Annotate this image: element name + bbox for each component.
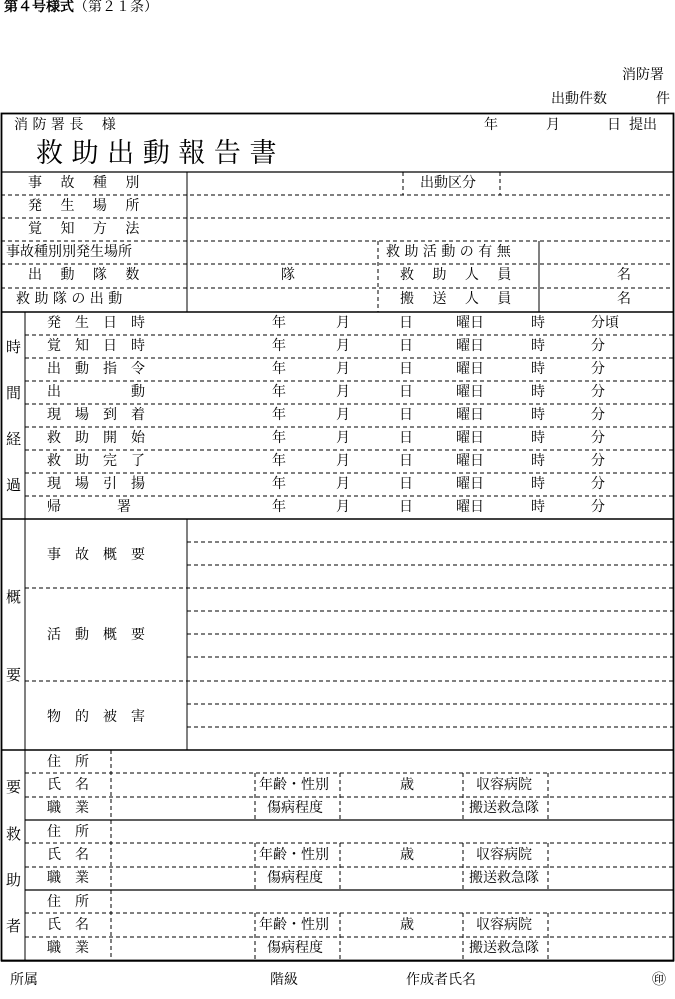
time-row-weekday-unit: 曜日 — [456, 338, 484, 354]
form-id: 第４号様式 — [4, 0, 74, 15]
rescued-injury-level-label: 傷病程度 — [267, 800, 323, 816]
time-row-hour-unit: 時 — [531, 315, 545, 331]
time-row-day-unit: 日 — [399, 476, 413, 492]
page-title: 救 助 出 動 報 告 書 — [36, 138, 277, 169]
units-count-suffix: 隊 — [281, 267, 295, 283]
recipient-office: 消防署 — [622, 67, 664, 83]
accident-type-label: 事 故 種 別 — [28, 175, 140, 191]
incident-summary-label: 事 故 概 要 — [47, 547, 145, 563]
summary-side-char-2: 要 — [6, 666, 22, 684]
time-row-year-unit: 年 — [272, 499, 286, 515]
time-row-year-unit: 年 — [272, 453, 286, 469]
submit-year: 年 — [484, 117, 498, 133]
location-by-type-label: 事故種別別発生場所 — [6, 244, 132, 260]
rescued-address-label: 住 所 — [47, 894, 89, 910]
time-row-year-unit: 年 — [272, 315, 286, 331]
transported-people-unit: 名 — [617, 291, 631, 307]
rescued-ambulance-team-label: 搬送救急隊 — [469, 800, 539, 816]
activity-summary-label: 活 動 概 要 — [47, 627, 145, 643]
time-row-month-unit: 月 — [336, 384, 350, 400]
time-row-day-unit: 日 — [399, 453, 413, 469]
rescued-address-label: 住 所 — [47, 824, 89, 840]
rescued-age-unit: 歳 — [400, 777, 414, 793]
time-row-weekday-unit: 曜日 — [456, 476, 484, 492]
footer-affiliation: 所属 — [10, 972, 38, 988]
time-row-label: 救 助 開 始 — [47, 430, 145, 446]
time-row-hour-unit: 時 — [531, 430, 545, 446]
submit-label: 提出 — [629, 117, 657, 133]
time-row-month-unit: 月 — [336, 315, 350, 331]
rescued-name-label: 氏 名 — [47, 847, 89, 863]
time-row-month-unit: 月 — [336, 361, 350, 377]
time-row-day-unit: 日 — [399, 407, 413, 423]
time-side-char-3: 経 — [6, 430, 22, 448]
rescued-name-label: 氏 名 — [47, 917, 89, 933]
property-damage-label: 物 的 被 害 — [47, 709, 145, 725]
addressee: 消 防 署 長 様 — [14, 117, 116, 133]
time-row-label: 覚 知 日 時 — [47, 338, 145, 354]
rescue-activity-label: 救 助 活 動 の 有 無 — [386, 244, 511, 260]
time-row-day-unit: 日 — [399, 499, 413, 515]
units-count-label: 出 動 隊 数 — [28, 267, 140, 283]
time-side-char-4: 過 — [6, 476, 22, 494]
rescued-side-char-2: 救 — [6, 825, 22, 843]
time-row-hour-unit: 時 — [531, 338, 545, 354]
rescued-hospital-label: 収容病院 — [476, 917, 532, 933]
rescued-side-char-4: 者 — [6, 917, 22, 935]
time-row-label: 現 場 到 着 — [47, 407, 145, 423]
time-row-minute-unit: 分 — [591, 384, 605, 400]
time-row-label: 救 助 完 了 — [47, 453, 145, 469]
time-row-day-unit: 日 — [399, 315, 413, 331]
time-row-weekday-unit: 曜日 — [456, 430, 484, 446]
rescued-age-sex-label: 年齢・性別 — [259, 917, 329, 933]
time-row-hour-unit: 時 — [531, 361, 545, 377]
time-row-weekday-unit: 曜日 — [456, 499, 484, 515]
transported-people-label: 搬 送 人 員 — [400, 291, 512, 307]
time-row-year-unit: 年 — [272, 384, 286, 400]
dispatch-count-unit: 件 — [656, 91, 670, 107]
time-row-minute-unit: 分 — [591, 407, 605, 423]
time-row-year-unit: 年 — [272, 361, 286, 377]
time-row-label: 帰 署 — [47, 499, 131, 515]
time-row-minute-unit: 分頃 — [591, 315, 619, 331]
rescued-injury-level-label: 傷病程度 — [267, 870, 323, 886]
time-row-minute-unit: 分 — [591, 430, 605, 446]
rescued-injury-level-label: 傷病程度 — [267, 940, 323, 956]
time-row-month-unit: 月 — [336, 430, 350, 446]
time-row-weekday-unit: 曜日 — [456, 453, 484, 469]
rescued-age-unit: 歳 — [400, 917, 414, 933]
rescued-people-unit: 名 — [617, 267, 631, 283]
rescue-dispatch-label: 救 助 隊 の 出 動 — [16, 291, 123, 307]
time-row-label: 出 動 — [47, 384, 145, 400]
time-side-char-2: 間 — [6, 384, 22, 402]
time-row-year-unit: 年 — [272, 476, 286, 492]
rescued-age-sex-label: 年齢・性別 — [259, 777, 329, 793]
time-row-hour-unit: 時 — [531, 407, 545, 423]
submit-day: 日 — [607, 117, 621, 133]
rescued-name-label: 氏 名 — [47, 777, 89, 793]
time-side-char-1: 時 — [6, 338, 22, 356]
time-row-label: 現 場 引 揚 — [47, 476, 145, 492]
summary-side-char-1: 概 — [6, 588, 22, 606]
time-row-year-unit: 年 — [272, 430, 286, 446]
rescued-age-unit: 歳 — [400, 847, 414, 863]
footer-rank: 階級 — [270, 972, 298, 988]
time-row-label: 出 動 指 令 — [47, 361, 145, 377]
time-row-month-unit: 月 — [336, 453, 350, 469]
rescued-occupation-label: 職 業 — [47, 940, 89, 956]
rescued-side-char-1: 要 — [6, 778, 22, 796]
time-row-hour-unit: 時 — [531, 476, 545, 492]
awareness-label: 覚 知 方 法 — [28, 221, 140, 237]
time-row-day-unit: 日 — [399, 361, 413, 377]
footer-seal: ㊞ — [652, 972, 666, 988]
time-row-label: 発 生 日 時 — [47, 315, 145, 331]
time-row-day-unit: 日 — [399, 430, 413, 446]
dispatch-class-label: 出動区分 — [420, 175, 476, 191]
rescued-occupation-label: 職 業 — [47, 870, 89, 886]
rescued-occupation-label: 職 業 — [47, 800, 89, 816]
time-row-month-unit: 月 — [336, 338, 350, 354]
time-row-minute-unit: 分 — [591, 499, 605, 515]
time-row-year-unit: 年 — [272, 407, 286, 423]
rescued-age-sex-label: 年齢・性別 — [259, 847, 329, 863]
time-row-weekday-unit: 曜日 — [456, 384, 484, 400]
time-row-minute-unit: 分 — [591, 476, 605, 492]
time-row-day-unit: 日 — [399, 384, 413, 400]
form-reference: （第２１条） — [74, 0, 158, 15]
time-row-hour-unit: 時 — [531, 453, 545, 469]
rescued-side-char-3: 助 — [6, 871, 22, 889]
time-row-month-unit: 月 — [336, 407, 350, 423]
form-number — [4, 0, 158, 14]
rescued-ambulance-team-label: 搬送救急隊 — [469, 870, 539, 886]
rescued-hospital-label: 収容病院 — [476, 847, 532, 863]
time-row-hour-unit: 時 — [531, 384, 545, 400]
time-row-month-unit: 月 — [336, 476, 350, 492]
time-row-day-unit: 日 — [399, 338, 413, 354]
dispatch-count-label: 出動件数 — [551, 91, 607, 107]
location-label: 発 生 場 所 — [28, 198, 140, 214]
time-row-month-unit: 月 — [336, 499, 350, 515]
submit-month: 月 — [546, 117, 560, 133]
time-row-weekday-unit: 曜日 — [456, 407, 484, 423]
time-row-minute-unit: 分 — [591, 338, 605, 354]
time-row-minute-unit: 分 — [591, 361, 605, 377]
time-row-minute-unit: 分 — [591, 453, 605, 469]
rescued-ambulance-team-label: 搬送救急隊 — [469, 940, 539, 956]
time-row-hour-unit: 時 — [531, 499, 545, 515]
time-row-weekday-unit: 曜日 — [456, 361, 484, 377]
time-row-year-unit: 年 — [272, 338, 286, 354]
rescued-hospital-label: 収容病院 — [476, 777, 532, 793]
footer-author: 作成者氏名 — [406, 972, 476, 988]
rescued-address-label: 住 所 — [47, 754, 89, 770]
rescued-people-label: 救 助 人 員 — [400, 267, 512, 283]
time-row-weekday-unit: 曜日 — [456, 315, 484, 331]
